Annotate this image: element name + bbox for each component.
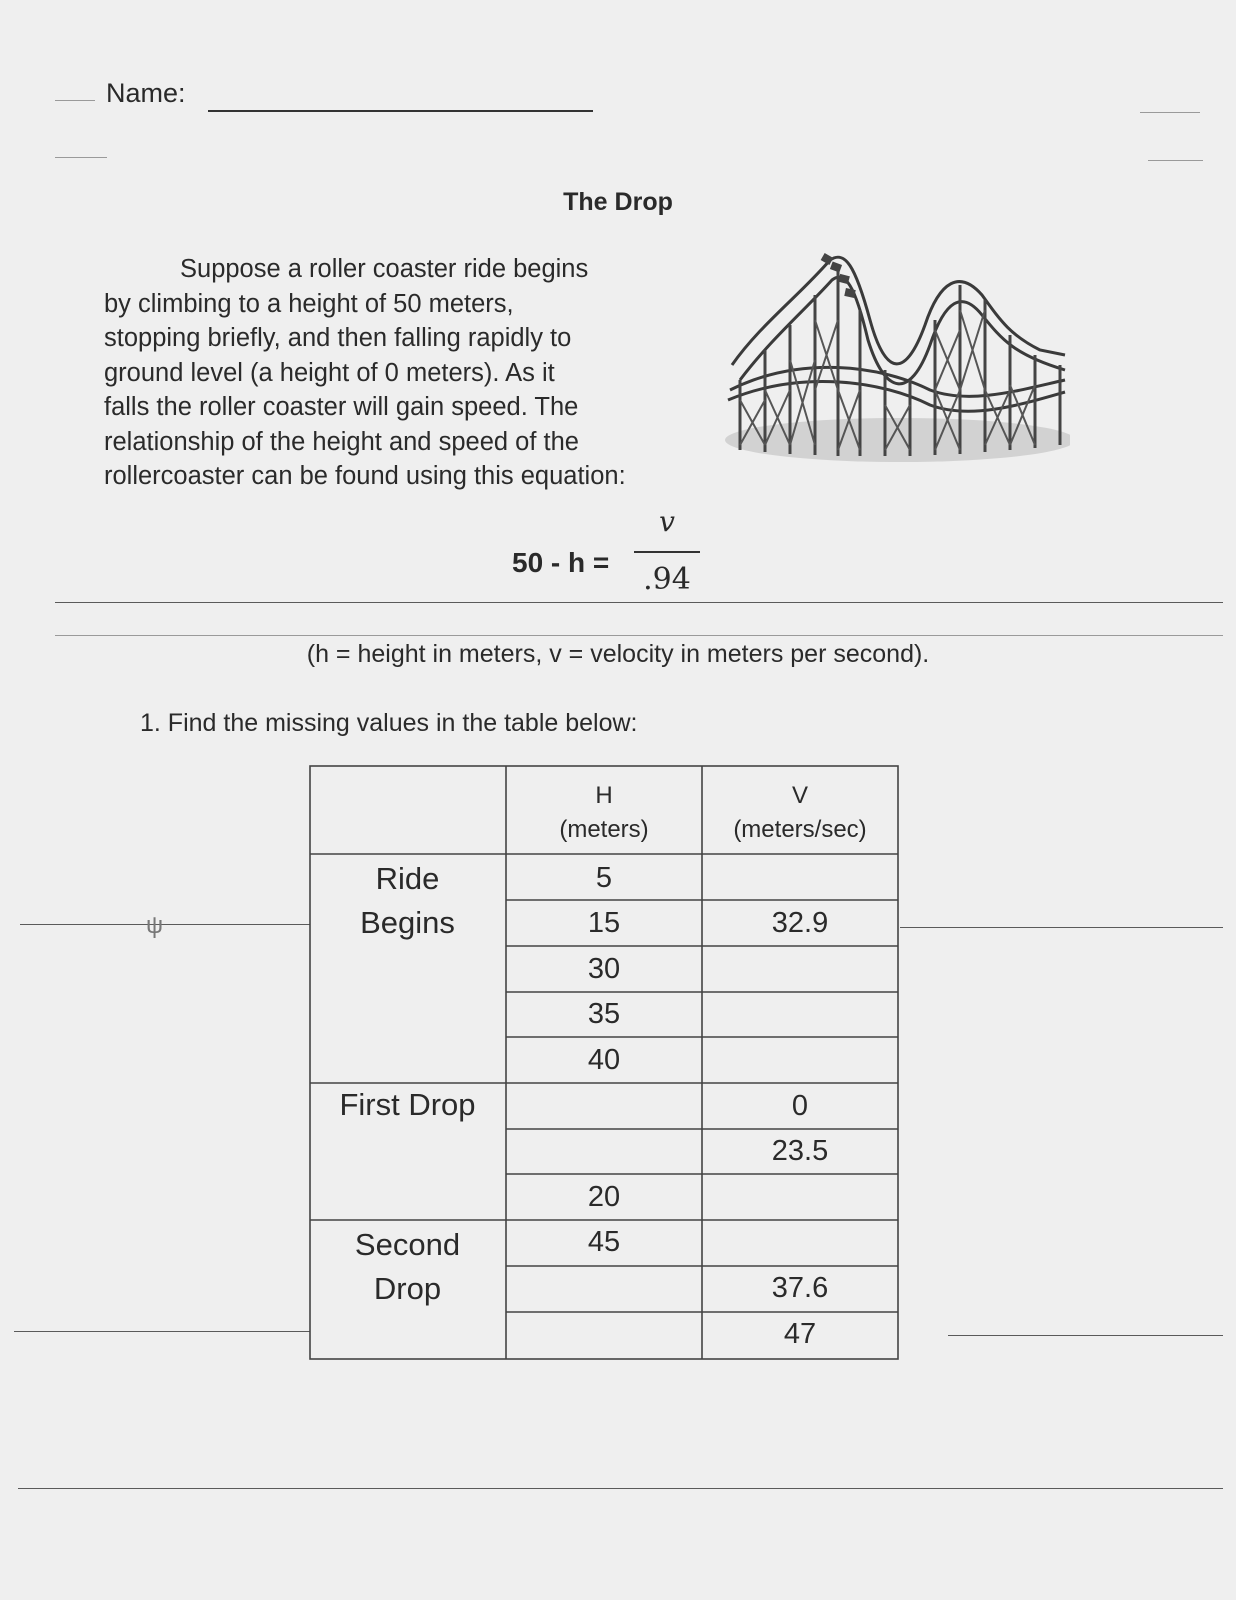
cell-h[interactable]: 20 xyxy=(587,1181,621,1213)
intro-line: falls the roller coaster will gain speed. The xyxy=(104,393,579,421)
intro-line: stopping briefly, and then falling rapidly to xyxy=(104,324,572,352)
page-rule xyxy=(55,602,1223,603)
page-rule xyxy=(55,157,107,158)
name-label: Name: xyxy=(106,78,186,108)
section-label-line: Ride xyxy=(375,861,440,896)
equation-left-side: 50 - h = xyxy=(512,547,610,578)
intro-line: ground level (a height of 0 meters). As it xyxy=(104,358,555,387)
header-v-unit: (meters/sec) xyxy=(733,816,867,843)
cell-v[interactable]: 37.6 xyxy=(771,1272,829,1304)
page-rule xyxy=(14,1331,310,1332)
cell-h[interactable]: 45 xyxy=(587,1226,621,1258)
equation-denominator: .94 xyxy=(643,562,691,597)
page-rule xyxy=(900,927,1223,928)
cell-h[interactable]: 30 xyxy=(587,953,621,985)
page-rule xyxy=(948,1335,1223,1336)
page-rule xyxy=(1140,112,1200,113)
section-ride-begins xyxy=(309,857,506,945)
cell-v[interactable]: 32.9 xyxy=(771,907,829,939)
section-label-line: First Drop xyxy=(339,1087,476,1122)
section-first-drop xyxy=(309,1083,506,1127)
section-label-line: Second xyxy=(354,1227,461,1262)
page-rule xyxy=(20,924,310,925)
header-h-unit: (meters) xyxy=(559,816,649,843)
name-field[interactable] xyxy=(208,110,593,112)
roller-coaster-illustration xyxy=(720,240,1070,465)
cell-h[interactable]: 35 xyxy=(587,998,621,1030)
variable-legend: (h = height in meters, v = velocity in meters per second). xyxy=(306,640,930,668)
header-v-symbol: V xyxy=(791,782,808,809)
page-rule xyxy=(55,635,1223,636)
intro-line: Suppose a roller coaster ride begins xyxy=(180,255,589,283)
section-label-line: Begins xyxy=(360,905,455,940)
cell-v[interactable]: 47 xyxy=(783,1318,817,1350)
page-rule xyxy=(18,1488,1223,1489)
header-h xyxy=(506,779,702,847)
header-v xyxy=(702,779,898,847)
fraction-bar xyxy=(634,551,700,553)
worksheet-title: The Drop xyxy=(563,188,673,216)
intro-line: rollercoaster can be found using this equation: xyxy=(104,462,626,490)
cell-v[interactable]: 23.5 xyxy=(771,1135,829,1167)
section-second-drop xyxy=(309,1223,506,1311)
pencil-mark: ψ xyxy=(146,912,164,939)
equation-numerator: v xyxy=(659,505,675,538)
section-label-line: Drop xyxy=(373,1271,442,1306)
intro-paragraph xyxy=(104,252,744,494)
cell-h[interactable]: 40 xyxy=(587,1044,621,1076)
header-h-symbol: H xyxy=(595,782,613,809)
page-rule xyxy=(55,100,95,101)
intro-line: relationship of the height and speed of the xyxy=(104,427,579,456)
values-table xyxy=(309,765,899,1360)
page-rule xyxy=(1148,160,1203,161)
intro-line: by climbing to a height of 50 meters, xyxy=(104,289,514,318)
cell-h[interactable]: 5 xyxy=(595,862,613,894)
cell-v[interactable]: 0 xyxy=(791,1090,809,1122)
cell-h[interactable]: 15 xyxy=(587,907,621,939)
question-1: 1. Find the missing values in the table below: xyxy=(140,709,638,737)
